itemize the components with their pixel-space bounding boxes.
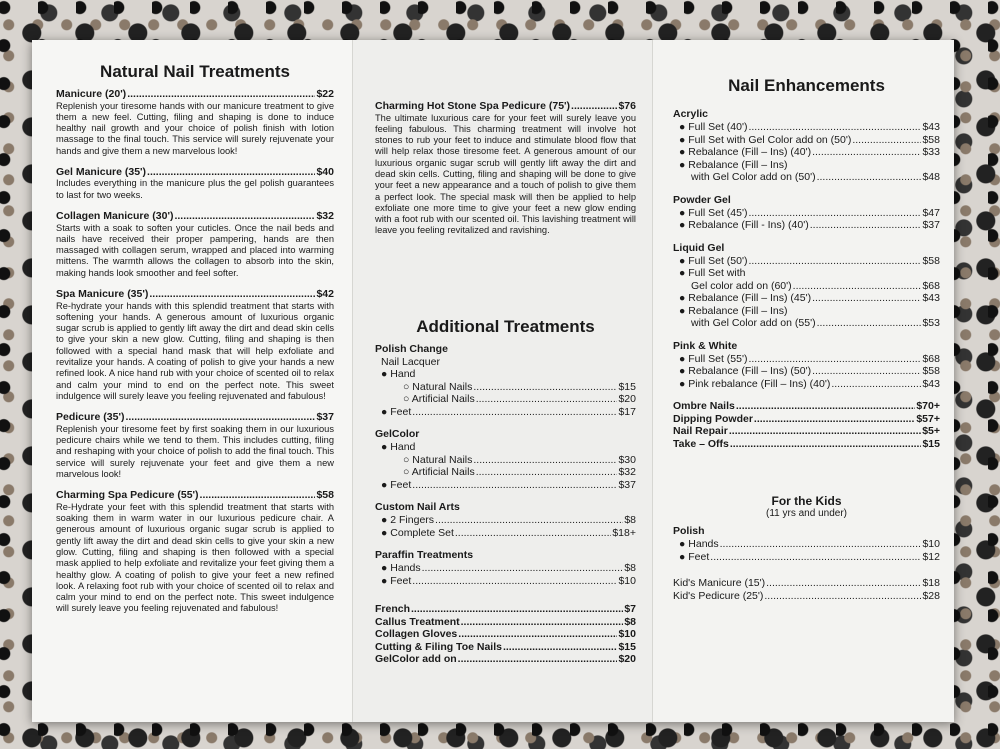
list-item: ● Rebalance (Fill – Ins) (50') ..... $58 bbox=[673, 365, 940, 378]
list-item: ● Full Set with bbox=[679, 267, 746, 279]
service-price: $22 bbox=[316, 88, 334, 100]
menu-brochure bbox=[32, 40, 954, 722]
service-item bbox=[56, 88, 334, 157]
hotstone-service bbox=[375, 100, 636, 237]
misc-list bbox=[673, 400, 940, 450]
service-item bbox=[56, 166, 334, 201]
service-item bbox=[56, 411, 334, 480]
list-item: ● Feet ..... $12 bbox=[673, 551, 940, 564]
list-item: ● Hands ..... $10 bbox=[673, 538, 940, 551]
section-head: GelColor bbox=[375, 428, 420, 441]
list-item: ○ Artificial Nails ..... $32 bbox=[375, 466, 636, 479]
list-item: ● Rebalance (Fill - Ins) (40') ..... $37 bbox=[673, 219, 940, 232]
polish-change-section bbox=[375, 343, 636, 419]
section-head: Liquid Gel bbox=[673, 241, 725, 254]
list-item: GelColor add on ..... $20 bbox=[375, 653, 636, 666]
section-head: Polish Change bbox=[375, 342, 448, 355]
list-item: Callus Treatment ..... $8 bbox=[375, 616, 636, 629]
section-head: Powder Gel bbox=[673, 193, 731, 206]
service-price: $58 bbox=[316, 489, 334, 502]
service-description: Includes everything in the manicure plus the gel polish guarantees to last for two weeks. bbox=[56, 178, 334, 200]
list-item: Cutting & Filing Toe Nails ..... $15 bbox=[375, 641, 636, 654]
service-description: Replenish your tiresome feet by first soaking them in our luxurious pedicure chairs while we tend to them. This includes cutting, filing and reshaping with your choice of polish to add the final touch. This service will surely rejuvenate your feet and give them a new marvelous look! bbox=[56, 423, 334, 479]
service-name: Charming Spa Pedicure (55') bbox=[56, 489, 199, 502]
service-name: Spa Manicure (35') bbox=[56, 288, 149, 301]
list-item: ● Full Set (40') ..... $43 bbox=[673, 121, 940, 134]
extras-list bbox=[375, 603, 636, 666]
service-name: Pedicure (35') bbox=[56, 411, 125, 424]
service-price: $32 bbox=[316, 210, 334, 223]
section-head: Custom Nail Arts bbox=[375, 501, 460, 514]
additional-panel bbox=[352, 40, 652, 722]
service-name: Collagen Manicure (30') bbox=[56, 210, 174, 223]
powder-gel-section bbox=[673, 194, 940, 232]
list-item: ● Rebalance (Fill – Ins) bbox=[679, 158, 788, 171]
paraffin-section bbox=[375, 549, 636, 587]
list-item: ● Full Set (50') ..... $58 bbox=[673, 255, 940, 268]
list-item: ○ Artificial Nails ..... $20 bbox=[375, 393, 636, 406]
list-item: ● Full Set with Gel Color add on (50') ..... $58 bbox=[673, 134, 940, 147]
enhancements-panel bbox=[652, 40, 954, 722]
list-item: with Gel Color add on (55') ..... $53 bbox=[673, 317, 940, 330]
kids-polish-head: Polish bbox=[673, 525, 705, 537]
list-item: ● Hands ..... $8 bbox=[375, 562, 636, 575]
list-item: ● Feet ..... $37 bbox=[375, 479, 636, 492]
service-item bbox=[56, 489, 334, 614]
list-item: with Gel Color add on (50') ..... $48 bbox=[673, 171, 940, 184]
list-item: Collagen Gloves ..... $10 bbox=[375, 628, 636, 641]
nail-art-section bbox=[375, 501, 636, 539]
list-item: ● Rebalance (Fill – Ins) (40') ..... $33 bbox=[673, 146, 940, 159]
list-item: ● Rebalance (Fill – Ins) (45') ..... $43 bbox=[673, 292, 940, 305]
list-item: ● Complete Set ..... $18+ bbox=[375, 527, 636, 540]
service-description: Re-hydrate your hands with this splendid treatment that starts with softening your hands. A generous amount of luxurious organic sugar scrub is applied to gently lift away the dirt and dead skin cells to give your skin a new glow. Cutting, filing and shaping is then followed with a special hand mask that will help exfoliate and revitalize your hands. A coating of polish to give your hands a new refined look. A nice hand rub with your choice of scented oil to relax and calm your mind to end on the perfect note. This sweet indulgence will surely leave you feeling rejuvenated and fabulous! bbox=[56, 300, 334, 401]
sub-head: Nail Lacquer bbox=[381, 355, 440, 368]
natural-title: Natural Nail Treatments bbox=[100, 62, 290, 81]
list-item: ○ Natural Nails ..... $15 bbox=[375, 381, 636, 394]
pink-white-section bbox=[673, 340, 940, 391]
kids-title: For the Kids bbox=[771, 494, 842, 508]
service-price: $40 bbox=[316, 165, 334, 178]
acrylic-section bbox=[673, 108, 940, 184]
service-description: Re-Hydrate your feet with this splendid treatment that starts with soaking them in warm water in our luxurious pedicure chair. A generous amount of luxurious organic sugar scrub is applied to gently lift away the dirt and dead skin cells to give your skin a new glow. Cutting, filing and shaping is then followed with a special mask applied to help exfoliate and revitalize your feet giving them a healthy glow. A coating of polish to give your feet a new refined look. A relaxing foot rub with your choice of scented oil to relax and calm your mind to end on the perfect note. This sweet indulgence will surely leave you feeling rejuvenated and fabulous! bbox=[56, 501, 334, 614]
service-name: Charming Hot Stone Spa Pedicure (75') bbox=[375, 100, 571, 112]
list-item: ● Pink rebalance (Fill – Ins) (40') ..... $43 bbox=[673, 378, 940, 391]
service-description: The ultimate luxurious care for your feet will surely leave you feeling fabulous. This charming treatment will involve hot stones to rub your feet to induce and stimulate blood flow that will help relax those tiresome feet. A generous amount of our luxurious organic sugar scrub will gently lift away the dirt and dead skin cells. Cutting, filing and shaping will be done to give your feet a new appearance and a touch of polish to give them a perfect look. The special mask will then be applied to help exfoliate one more time to give your feet a new glow ending with a foot rub with our scented oil. This lavishing treatment will leave you feeling revitalized and ravishing. bbox=[375, 112, 636, 236]
list-item: Gel color add on (60') ..... $68 bbox=[673, 280, 940, 293]
gelcolor-section bbox=[375, 428, 636, 491]
additional-title: Additional Treatments bbox=[416, 316, 595, 336]
list-item: ● Feet ..... $17 bbox=[375, 406, 636, 419]
service-name: Manicure (20') bbox=[56, 88, 127, 100]
service-name: Gel Manicure (35') bbox=[56, 165, 147, 178]
service-price: $37 bbox=[316, 411, 334, 424]
liquid-gel-section bbox=[673, 242, 940, 330]
list-item: Take – Offs ..... $15 bbox=[673, 438, 940, 451]
list-item: ● Full Set (55') ..... $68 bbox=[673, 353, 940, 366]
list-item: ● Rebalance (Fill – Ins) bbox=[679, 304, 788, 317]
list-item: ● Full Set (45') ..... $47 bbox=[673, 207, 940, 220]
section-head: Pink & White bbox=[673, 339, 738, 352]
list-item: ● Feet ..... $10 bbox=[375, 575, 636, 588]
service-price: $42 bbox=[316, 288, 334, 301]
section-head: Acrylic bbox=[673, 108, 709, 120]
service-item bbox=[56, 210, 334, 279]
list-item: ● Hand bbox=[381, 368, 416, 381]
list-item: ● Hand bbox=[381, 441, 416, 454]
service-description: Starts with a soak to soften your cuticles. Once the nail beds and nails have received their proper pampering, hands are then massaged with collagen serum, wrapped and placed into warming mittens. The warmth allows the collagen to absorb into the skin, making hands look smoother and feel softer. bbox=[56, 222, 334, 278]
kids-subtitle: (11 yrs and under) bbox=[766, 508, 847, 519]
list-item: Ombre Nails ..... $70+ bbox=[673, 400, 940, 413]
list-item: Dipping Powder ..... $57+ bbox=[673, 413, 940, 426]
service-item bbox=[56, 288, 334, 402]
natural-panel bbox=[32, 40, 352, 722]
enhancements-title: Nail Enhancements bbox=[728, 76, 885, 95]
list-item: Nail Repair ..... $5+ bbox=[673, 425, 940, 438]
service-description: Replenish your tiresome hands with our manicure treatment to give them a new feel. Cutting, filing and shaping is done to induce healthy nail growth and your choice of polish finish with lotion massage to the final touch. This service will surely rejuvenate your hands and give them a new marvelous look! bbox=[56, 100, 334, 156]
list-item: Kid's Manicure (15') ..... $18 bbox=[673, 577, 940, 590]
list-item: ○ Natural Nails ..... $30 bbox=[375, 454, 636, 467]
list-item: ● 2 Fingers ..... $8 bbox=[375, 514, 636, 527]
list-item: French ..... $7 bbox=[375, 603, 636, 616]
section-head: Paraffin Treatments bbox=[375, 549, 474, 562]
list-item: Kid's Pedicure (25') ..... $28 bbox=[673, 590, 940, 603]
service-price: $76 bbox=[618, 100, 636, 112]
